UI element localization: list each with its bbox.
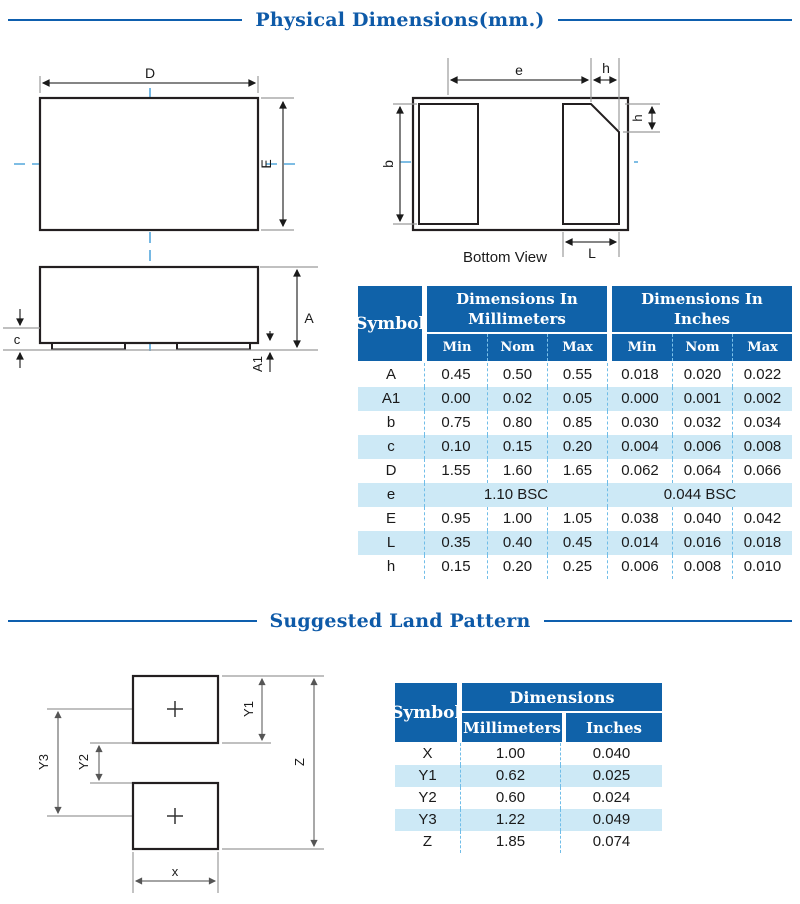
dimension-label-b: b: [380, 160, 396, 168]
side-view-right-terminal: [177, 343, 250, 350]
cell-in-nom: 0.020: [672, 363, 732, 387]
cell-symbol: e: [386, 486, 396, 503]
package-bottom-view-drawing: [380, 45, 690, 275]
dimension-label-e-cap: E: [258, 159, 274, 169]
cell-in-max: 0.002: [732, 387, 792, 411]
y2-reference-lines: [90, 743, 133, 783]
table-row: [358, 459, 792, 483]
header-in-max: Max: [732, 334, 792, 361]
section-header-land-pattern: [8, 609, 792, 633]
header-group-millimeters: Dimensions In Millimeters: [427, 286, 607, 332]
dimension-label-h-right: h: [630, 114, 645, 122]
header-symbol: Symbol: [395, 683, 457, 742]
cell-mm-nom: 1.60: [487, 459, 547, 483]
title-rule-right: [558, 19, 792, 22]
cell-mm-nom: 1.00: [487, 507, 547, 531]
cell-mm-nom: 0.02: [487, 387, 547, 411]
cell-symbol: A1: [381, 390, 401, 407]
cell-in-nom: 0.008: [672, 555, 732, 579]
cell-mm: 1.00: [460, 743, 560, 765]
header-inches: Inches: [566, 713, 662, 742]
table-row: [395, 831, 662, 853]
cell-symbol: Y3: [418, 811, 437, 828]
dimensions-table: [355, 286, 792, 579]
cell-in-max: 0.042: [732, 507, 792, 531]
table-row: [395, 765, 662, 787]
cell-mm-nom: 0.80: [487, 411, 547, 435]
cell-in-bsc: 0.044 BSC: [607, 483, 792, 507]
package-top-side-view-drawing: [0, 45, 335, 380]
title-rule-left: [8, 19, 242, 22]
cell-mm-max: 1.05: [547, 507, 607, 531]
cell-in: 0.049: [560, 809, 662, 831]
table-row: [358, 435, 792, 459]
dimension-label-c: c: [13, 332, 21, 347]
cell-mm-min: 0.10: [424, 435, 487, 459]
table-row: [395, 743, 662, 765]
cell-in-max: 0.008: [732, 435, 792, 459]
cell-mm-min: 0.35: [424, 531, 487, 555]
cell-symbol: L: [386, 534, 396, 551]
cell-in-nom: 0.032: [672, 411, 732, 435]
cell-mm-nom: 0.15: [487, 435, 547, 459]
cell-symbol: E: [385, 510, 396, 527]
cell-mm-max: 0.25: [547, 555, 607, 579]
table-row: [358, 507, 792, 531]
section-title-suggested-land-pattern: Suggested Land Pattern: [269, 610, 531, 632]
cell-mm-bsc: 1.10 BSC: [424, 483, 607, 507]
title-rule-left: [8, 620, 257, 623]
cell-mm: 0.60: [460, 787, 560, 809]
cell-in-min: 0.062: [607, 459, 672, 483]
cell-in: 0.025: [560, 765, 662, 787]
cell-mm-max: 0.55: [547, 363, 607, 387]
land-pattern-table-header: [391, 683, 662, 743]
cell-in-nom: 0.040: [672, 507, 732, 531]
cell-mm-max: 0.05: [547, 387, 607, 411]
title-rule-right: [544, 620, 793, 623]
table-row: [358, 555, 792, 579]
cell-in-nom: 0.001: [672, 387, 732, 411]
table-row: [358, 411, 792, 435]
cell-mm-min: 0.15: [424, 555, 487, 579]
cell-mm-min: 0.00: [424, 387, 487, 411]
cell-symbol: X: [422, 745, 433, 762]
cell-mm-min: 0.75: [424, 411, 487, 435]
dimension-label-x: x: [171, 864, 179, 879]
cell-symbol: b: [386, 414, 396, 431]
table-row: [358, 531, 792, 555]
cell-mm-min: 1.55: [424, 459, 487, 483]
cell-in-min: 0.014: [607, 531, 672, 555]
cell-mm-min: 0.45: [424, 363, 487, 387]
cell-mm-nom: 0.40: [487, 531, 547, 555]
table-row: [395, 809, 662, 831]
cell-mm-max: 0.45: [547, 531, 607, 555]
cell-symbol: h: [386, 558, 396, 575]
cell-symbol: Z: [422, 833, 433, 850]
cell-in-min: 0.006: [607, 555, 672, 579]
dimension-label-y2: Y2: [76, 754, 91, 770]
header-mm-min: Min: [427, 334, 487, 361]
cell-in: 0.040: [560, 743, 662, 765]
cell-in-min: 0.018: [607, 363, 672, 387]
bottom-view-left-pad: [419, 104, 478, 224]
cell-mm-nom: 0.50: [487, 363, 547, 387]
cell-mm: 1.85: [460, 831, 560, 853]
bottom-view-caption: Bottom View: [463, 249, 547, 266]
cell-in-max: 0.018: [732, 531, 792, 555]
dimension-label-z: Z: [292, 758, 307, 766]
cell-symbol: A: [385, 366, 396, 383]
dimension-label-y1: Y1: [241, 701, 256, 717]
cell-mm-min: 0.95: [424, 507, 487, 531]
dimension-label-h-top: h: [602, 60, 610, 76]
cell-in-max: 0.034: [732, 411, 792, 435]
cell-symbol: c: [387, 438, 395, 455]
table-row: [395, 787, 662, 809]
land-pattern-table: [391, 683, 662, 853]
cell-in-min: 0.000: [607, 387, 672, 411]
dimension-label-a: A: [304, 310, 314, 326]
cell-symbol: Y1: [418, 767, 437, 784]
cell-symbol: Y2: [418, 789, 437, 806]
table-row: [358, 363, 792, 387]
cell-mm-max: 0.85: [547, 411, 607, 435]
cell-in-nom: 0.006: [672, 435, 732, 459]
table-row-bsc: [358, 483, 792, 507]
land-pattern-drawing: [30, 650, 342, 900]
header-millimeters: Millimeters: [462, 713, 562, 742]
cell-symbol: D: [385, 462, 397, 479]
cell-in-nom: 0.064: [672, 459, 732, 483]
cell-mm-max: 1.65: [547, 459, 607, 483]
table-row: [358, 387, 792, 411]
y1-z-reference-lines: [222, 676, 324, 849]
header-in-min: Min: [612, 334, 672, 361]
dimension-label-e-pitch: e: [515, 62, 523, 78]
package-top-view-outline: [40, 98, 258, 230]
cell-in-nom: 0.016: [672, 531, 732, 555]
header-mm-nom: Nom: [487, 334, 547, 361]
dimension-label-d: D: [144, 65, 156, 81]
package-side-view-outline: [40, 267, 258, 343]
cell-mm: 1.22: [460, 809, 560, 831]
dimension-label-a1: A1: [250, 356, 265, 372]
header-group-dimensions: Dimensions: [462, 683, 662, 711]
cell-in-min: 0.004: [607, 435, 672, 459]
cell-in-max: 0.022: [732, 363, 792, 387]
dimensions-table-header: [355, 286, 792, 363]
section-title-physical-dimensions: Physical Dimensions(mm.): [255, 9, 545, 31]
cell-in-min: 0.030: [607, 411, 672, 435]
cell-in: 0.024: [560, 787, 662, 809]
cell-mm: 0.62: [460, 765, 560, 787]
header-mm-max: Max: [547, 334, 607, 361]
cell-in: 0.074: [560, 831, 662, 853]
header-group-inches: Dimensions In Inches: [612, 286, 792, 332]
dimension-label-y3: Y3: [36, 754, 51, 770]
cell-in-min: 0.038: [607, 507, 672, 531]
cell-mm-max: 0.20: [547, 435, 607, 459]
dimension-label-l: L: [588, 245, 596, 261]
header-symbol: Symbol: [358, 286, 422, 361]
cell-in-max: 0.066: [732, 459, 792, 483]
cell-mm-nom: 0.20: [487, 555, 547, 579]
side-view-left-terminal: [52, 343, 125, 350]
header-in-nom: Nom: [672, 334, 732, 361]
cell-in-max: 0.010: [732, 555, 792, 579]
section-header-physical: [8, 8, 792, 32]
